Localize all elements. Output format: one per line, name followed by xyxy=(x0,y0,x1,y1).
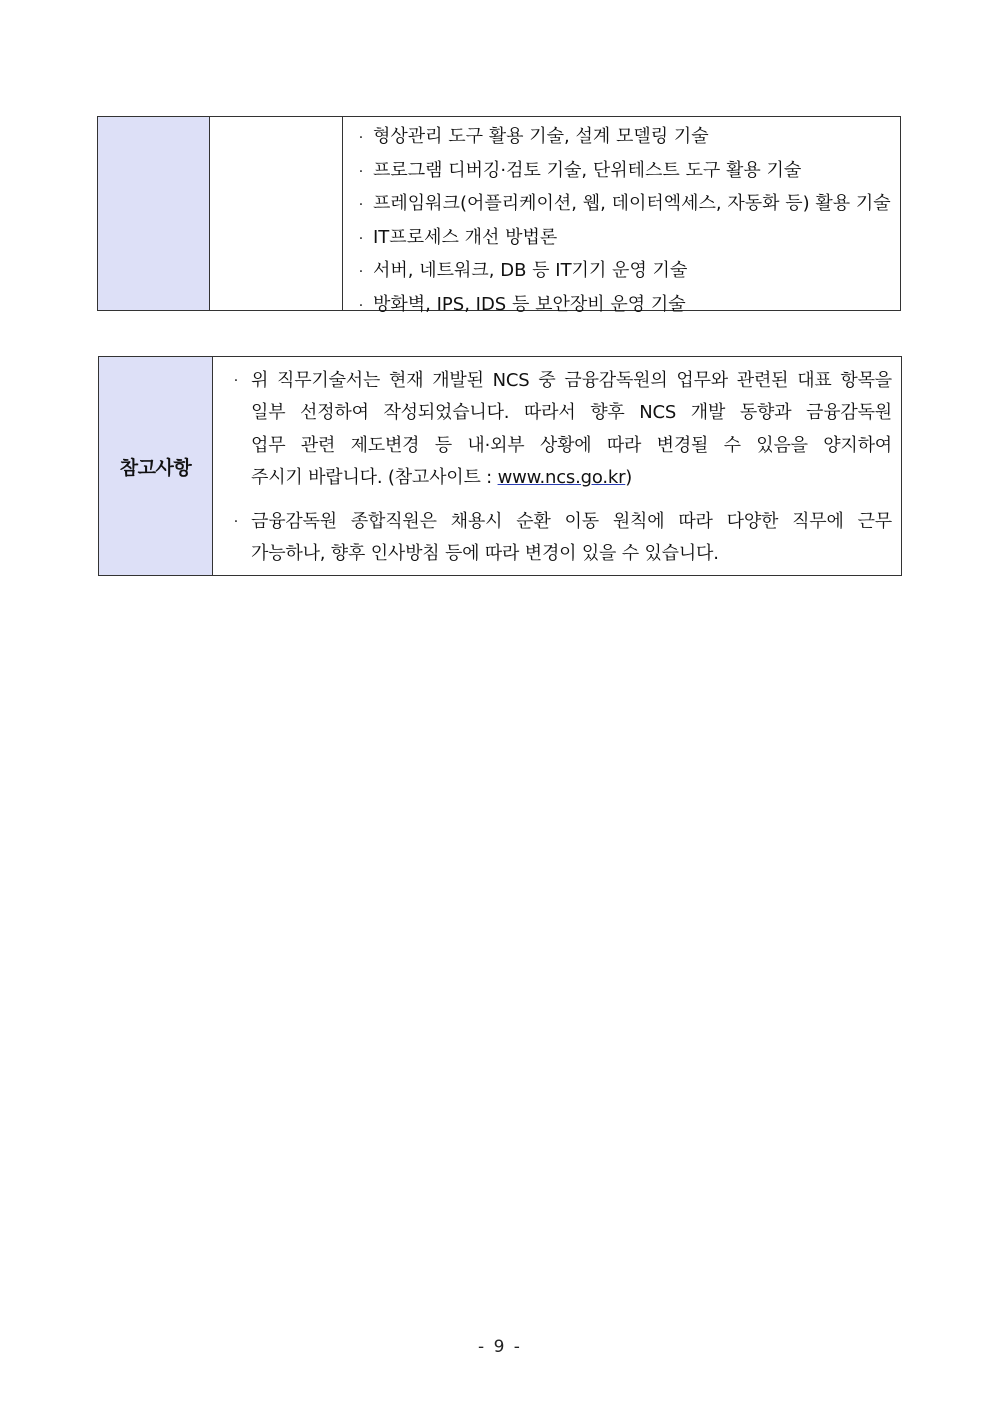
note-line: 일부 선정하여 작성되었습니다. 따라서 향후 NCS 개발 동향과 금융감독원 xyxy=(251,402,892,424)
bullet-icon: · xyxy=(358,130,364,146)
note-line: 업무 관련 제도변경 등 내·외부 상황에 따라 변경될 수 있음을 양지하여 xyxy=(251,434,892,456)
reference-note-text xyxy=(245,365,892,495)
bullet-icon: · xyxy=(358,230,364,247)
skill-item xyxy=(353,255,892,289)
bullet-icon: · xyxy=(358,163,364,180)
reference-note xyxy=(227,365,892,495)
skills-table-subcategory-cell xyxy=(210,117,343,310)
ncs-site-link[interactable]: www.ncs.go.kr xyxy=(497,467,626,489)
skill-item xyxy=(353,155,892,189)
reference-note-text xyxy=(245,506,892,571)
bullet-icon: · xyxy=(233,513,239,530)
note-line xyxy=(251,462,892,494)
skill-item-text: 프로그램 디버깅·검토 기술, 단위테스트 도구 활용 기술 xyxy=(373,159,802,181)
skill-item xyxy=(353,188,892,222)
bullet-icon: · xyxy=(358,264,364,281)
page-number: - 9 - xyxy=(478,1337,522,1357)
bullet-icon: · xyxy=(233,373,239,389)
skill-item-text: 형상관리 도구 활용 기술, 설계 모델링 기술 xyxy=(373,126,709,147)
bullet-icon: · xyxy=(358,297,364,314)
skills-table-category-cell xyxy=(98,117,210,310)
skill-item xyxy=(353,289,892,323)
note-line-prefix: 주시기 바랍니다. (참고사이트 : xyxy=(251,467,498,489)
note-line: 가능하나, 향후 인사방침 등에 따라 변경이 있을 수 있습니다. xyxy=(251,543,719,565)
reference-label: 참고사항 xyxy=(99,357,213,575)
skills-table-content-cell xyxy=(343,117,900,315)
skill-item xyxy=(353,121,892,155)
skills-table xyxy=(97,116,901,315)
skill-item-text: 방화벽, IPS, IDS 등 보안장비 운영 기술 xyxy=(373,293,686,315)
reference-table xyxy=(98,356,902,576)
note-line-suffix: ) xyxy=(625,467,633,489)
skill-item-text: IT프로세스 개선 방법론 xyxy=(373,226,558,248)
note-line: 위 직무기술서는 현재 개발된 NCS 중 금융감독원의 업무와 관련된 대표 항목을 xyxy=(251,370,892,391)
note-line: 금융감독원 종합직원은 채용시 순환 이동 원칙에 따라 다양한 직무에 근무 xyxy=(251,510,892,532)
reference-notes xyxy=(213,357,901,575)
skill-item xyxy=(353,222,892,256)
skill-item-text: 서버, 네트워크, DB 등 IT기기 운영 기술 xyxy=(373,260,688,282)
reference-note xyxy=(227,506,892,571)
skill-item-text: 프레임워크(어플리케이션, 웹, 데이터엑세스, 자동화 등) 활용 기술 xyxy=(373,193,891,215)
bullet-icon: · xyxy=(358,197,364,214)
